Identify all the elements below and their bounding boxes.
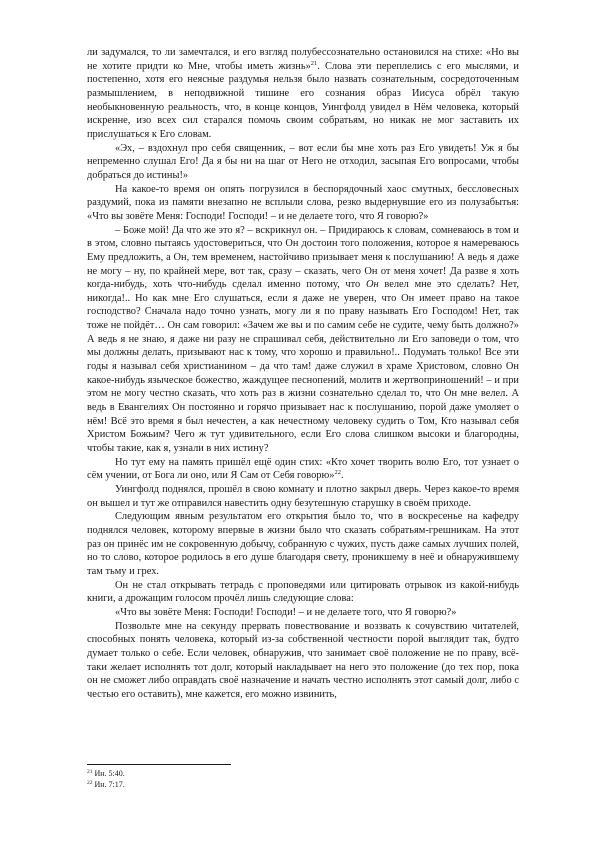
paragraph-text: – Боже мой! Да что же это я? – вскрикнул он. – Придираюсь к словам, сомневаюсь в том и в этом, словно пытаясь удостовериться, что Он достоин того положения, которое я намереваюсь Ему предложить, а Он, тем временем, настойчиво призывает меня к послушанию! А ведь я даже не могу – ну, по крайней мере, вот так, сразу – сказать, чего Он от меня хочет! Да разве я хоть когда-нибудь, хоть что-нибудь сделал именно потому, что (87, 224, 519, 291)
paragraph-text: Позвольте мне на секунду прервать повествование и воззвать к сочувствию читателей, способных понять человека, который из-за собственной честности порой выглядит так, будто думает только о себе. Если человек, обнаружив, что занимает своё положение не по праву, всё-таки желает исполнять тот долг, который накладывает на него это положение (до тех пор, пока он не сможет либо оправдать своё назначение и начать честно исполнять этот самый долг, либо с честью его оставить), мне кажется, его можно извинить, (87, 620, 519, 700)
footnote-number: 22 (87, 780, 93, 786)
paragraph-text: Следующим явным результатом его открытия было то, что в воскресенье на кафедру поднялся человек, которому впервые в жизни было что сказать собратьям-грешникам. На этот раз он принёс им не сокровенную добычу, собранную с чужих, пусть даже самых лучших полей, но то слово, которое родилось в его душе благодаря свету, проникшему в неё и обнаружившему там тьму и грех. (87, 511, 519, 577)
paragraph-text: велел мне это сделать? Нет, никогда!.. Но как мне Его слушаться, если я даже не уверен, что Он имеет право на такое господство? Сначала надо точно узнать, могу ли я по праву называть Его Господом! Нет, так тоже не пойдёт… Он сам говорил: «Зачем же вы и по самим себе не судите, чему быть должно?» А ведь я не знаю, я даже ни разу не спрашивал себя, действительно ли Его заповеди о том, что мы должны делать, призывают нас к тому, что хорошо и правильно!.. Подумать только! Все эти годы я называл себя христианином – да что там! даже служил в храме Христовом, словно Он какое-нибудь языческое божество, жаждущее песнопений, молитв и жертвоприношений! – и при этом не могу честно сказать, что хоть раз в жизни сознательно сделал то, что Он мне велел. А ведь в Евангелиях Он постоянно и горячо призывает нас к послушанию, порой даже умоляет о нём! Всё это время я был нечестен, а как нечестному человеку судить о Том, Кто называл себя Христом Божьим? Чего ж тут удивительного, если Его слова слишком высоки и благородны, чтобы такие, как я, узнали в них истину? (87, 279, 519, 455)
paragraph-text: . (340, 470, 344, 482)
paragraph (87, 606, 519, 620)
footnote-text: Ин. 5:40. (92, 769, 125, 778)
italic-text: Он (365, 279, 379, 291)
page-body (87, 46, 519, 702)
paragraph-text: «Эх, – вздохнул про себя священник, – вот если бы мне хоть раз Его увидеть! Уж я бы непременно слушал Его! Да я бы ни на шаг от Него не отходил, засыпая Его вопросами, чтобы добраться до истины!» (87, 142, 519, 181)
paragraph-text: Он не стал открывать тетрадь с проповедями или цитировать отрывок из какой-нибудь книги, а дрожащим голосом прочёл лишь следующие слова: (87, 579, 519, 605)
paragraph-text: «Что вы зовёте Меня: Господи! Господи! – и не делаете того, что Я говорю?» (115, 606, 457, 618)
footnote (87, 779, 519, 790)
footnote-ref: 21 (310, 59, 318, 67)
paragraph (87, 456, 519, 483)
paragraph-text: Но тут ему на память пришёл ещё один стих: «Кто хочет творить волю Его, тот узнает о сём учении, от Бога ли оно, или Я Сам от Себя говорю» (87, 456, 519, 482)
paragraph-text: . Слова эти переплелись с его мыслями, и постепенно, хотя его неясные раздумья нельзя было назвать сознательным, сосредоточенным размышлением, в неподвижной тишине его сознания образ Иисуса обрёл такую необыкновенную реальность, что, в конце концов, Уингфолд увидел в Нём человека, который искренне, изо всех сил старался помочь своим собратьям, но никак не мог заставить их прислушаться к Его словам. (87, 60, 519, 140)
paragraph (87, 142, 519, 183)
paragraph-text: ли задумался, то ли замечтался, и его взгляд полубессознательно остановился на стихе: «Но вы не хотите придти ко Мне, чтобы иметь жизнь» (87, 47, 519, 72)
footnote-text: Ин. 7:17. (92, 780, 125, 789)
footnote (87, 768, 519, 779)
paragraph (87, 510, 519, 578)
paragraph (87, 620, 519, 702)
footnote-ref: 22 (334, 469, 341, 477)
paragraph (87, 46, 519, 142)
paragraph (87, 224, 519, 456)
footnotes (87, 768, 519, 790)
paragraph (87, 483, 519, 510)
paragraph (87, 579, 519, 606)
paragraph-text: Уингфолд поднялся, прошёл в свою комнату и плотно закрыл дверь. Через какое-то время он вышел и тут же отправился навестить одну безутешную старушку в своём приходе. (87, 484, 519, 509)
footnote-divider (87, 764, 231, 765)
footnote-number: 21 (87, 769, 93, 775)
paragraph-text: На какое-то время он опять погрузился в беспорядочный хаос смутных, бессловесных раздумий, пока из памяти внезапно не всплыли слова, резко выдернувшие его из полузабытья: «Что вы зовёте Меня: Господи! Господи! – и не делаете того, что Я говорю?» (87, 183, 519, 222)
paragraph (87, 183, 519, 224)
